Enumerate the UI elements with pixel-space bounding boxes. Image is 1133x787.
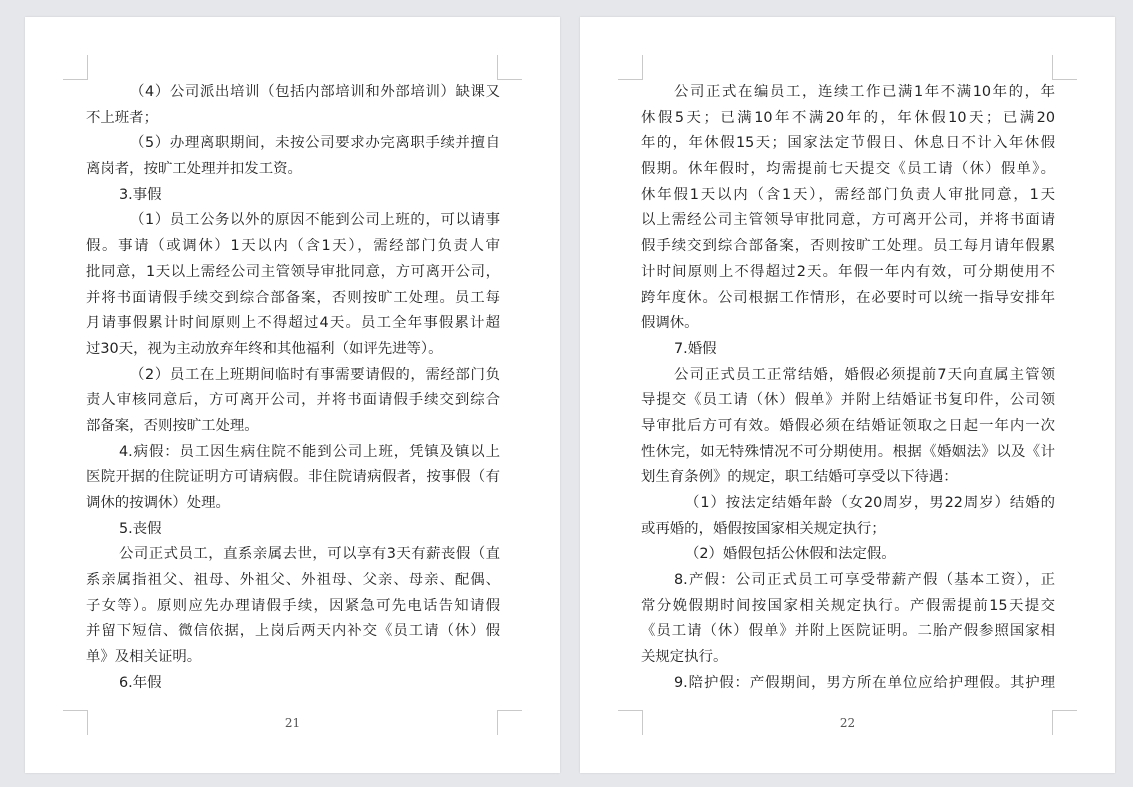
crop-mark-top-left — [618, 55, 643, 80]
text-line: 年的，年休假15天；国家法定节假日、休息日不计入年休假 — [641, 135, 1055, 152]
text-line: 并留下短信、微信依据，上岗后两天内补交《员工请（休）假 — [86, 623, 500, 640]
text-line: 导提交《员工请（休）假单》并附上结婚证书复印件，公司领 — [641, 392, 1055, 409]
page-body-text[interactable] — [641, 80, 1055, 697]
text-line: 划生育条例》的规定，职工结婚可享受以下待遇： — [641, 469, 958, 486]
text-line: 子女等）。原则应先办理请假手续，因紧急可先电话告知请假 — [86, 597, 500, 614]
text-line: 系亲属指祖父、祖母、外祖父、外祖母、父亲、母亲、配偶、 — [86, 572, 500, 589]
text-line: 假。事请（或调休）1天以内（含1天），需经部门负责人审 — [86, 238, 500, 255]
text-line: 6.年假 — [119, 674, 162, 691]
text-line: 假调休。 — [641, 315, 699, 332]
text-line: （1）按法定结婚年龄（女20周岁，男22周岁）结婚的 — [685, 495, 1055, 511]
text-line: 医院开据的住院证明方可请病假。非住院请病假者，按事假（有 — [86, 469, 500, 486]
text-line: 休年假1天以内（含1天），需经部门负责人审批同意，1天 — [641, 186, 1055, 203]
text-line: 责人审核同意后，方可离开公司，并将书面请假手续交到综合 — [86, 392, 500, 409]
page-number: 22 — [839, 716, 856, 730]
text-line: 计时间原则上不得超过2天。年假一年内有效，可分期使用不 — [641, 263, 1055, 280]
text-line: 5.丧假 — [119, 520, 162, 537]
text-line: （4）公司派出培训（包括内部培训和外部培训）缺课又 — [130, 84, 500, 100]
text-line: 并将书面请假手续交到综合部备案，否则按旷工处理。员工每 — [86, 289, 500, 306]
text-line: 性休完，如无特殊情况不可分期使用。根据《婚姻法》以及《计 — [641, 443, 1055, 460]
text-line: 批同意，1天以上需经公司主管领导审批同意，方可离开公司， — [86, 263, 500, 280]
text-line: （1）员工公务以外的原因不能到公司上班的，可以请事 — [130, 212, 500, 229]
text-line: 跨年度休。公司根据工作情形，在必要时可以统一指导安排年 — [641, 289, 1055, 306]
text-line: 部备案，否则按旷工处理。 — [86, 417, 259, 434]
crop-mark-top-right — [497, 55, 522, 80]
text-line: 导审批后方可有效。婚假必须在结婚证领取之日起一年内一次 — [641, 417, 1055, 434]
text-line: 9.陪护假：产假期间，男方所在单位应给护理假。其护理 — [674, 674, 1055, 691]
text-line: 假期。休年假时，均需提前七天提交《员工请（休）假单》。 — [641, 161, 1055, 178]
text-line: 或再婚的，婚假按国家相关规定执行； — [641, 520, 886, 537]
text-line: 过30天，视为主动放弃年终和其他福利（如评先进等）。 — [86, 340, 443, 357]
text-line: 不上班者； — [86, 109, 158, 126]
text-line: 以上需经公司主管领导审批同意，方可离开公司，并将书面请 — [641, 212, 1055, 229]
text-line: 3.事假 — [119, 186, 162, 203]
text-line: 假手续交到综合部备案，否则按旷工处理。员工每月请年假累 — [641, 238, 1055, 255]
text-line: 单》及相关证明。 — [86, 649, 202, 666]
text-line: 7.婚假 — [674, 340, 717, 357]
text-line: 月请事假累计时间原则上不得超过4天。员工全年事假累计超 — [86, 315, 500, 332]
text-line: 8.产假：公司正式员工可享受带薪产假（基本工资），正 — [674, 572, 1055, 589]
document-page-21 — [25, 17, 560, 773]
text-line: 公司正式员工，直系亲属去世，可以享有3天有薪丧假（直 — [119, 546, 500, 563]
text-line: 休假5天；已满10年不满20年的，年休假10天；已满20 — [641, 109, 1055, 126]
crop-mark-top-left — [63, 55, 88, 80]
page-body-text[interactable] — [86, 80, 500, 697]
text-line: 4.病假：员工因生病住院不能到公司上班，凭镇及镇以上 — [119, 443, 500, 460]
text-line: 公司正式在编员工，连续工作已满1年不满10年的，年 — [674, 84, 1055, 100]
page-number: 21 — [284, 716, 301, 730]
text-line: （2）婚假包括公休假和法定假。 — [685, 546, 896, 563]
text-line: 《员工请（休）假单》并附上医院证明。二胎产假参照国家相 — [641, 623, 1055, 640]
text-line: 调休的按调休）处理。 — [86, 495, 230, 511]
text-line: 关规定执行。 — [641, 649, 728, 666]
text-line: 公司正式员工正常结婚，婚假必须提前7天向直属主管领 — [674, 366, 1055, 383]
text-line: （5）办理离职期间，未按公司要求办完离职手续并擅自 — [130, 135, 500, 152]
document-page-22 — [580, 17, 1115, 773]
text-line: 离岗者，按旷工处理并扣发工资。 — [86, 161, 302, 178]
crop-mark-top-right — [1052, 55, 1077, 80]
text-line: （2）员工在上班期间临时有事需要请假的，需经部门负 — [130, 366, 500, 383]
text-line: 常分娩假期时间按国家相关规定执行。产假需提前15天提交 — [641, 597, 1055, 614]
